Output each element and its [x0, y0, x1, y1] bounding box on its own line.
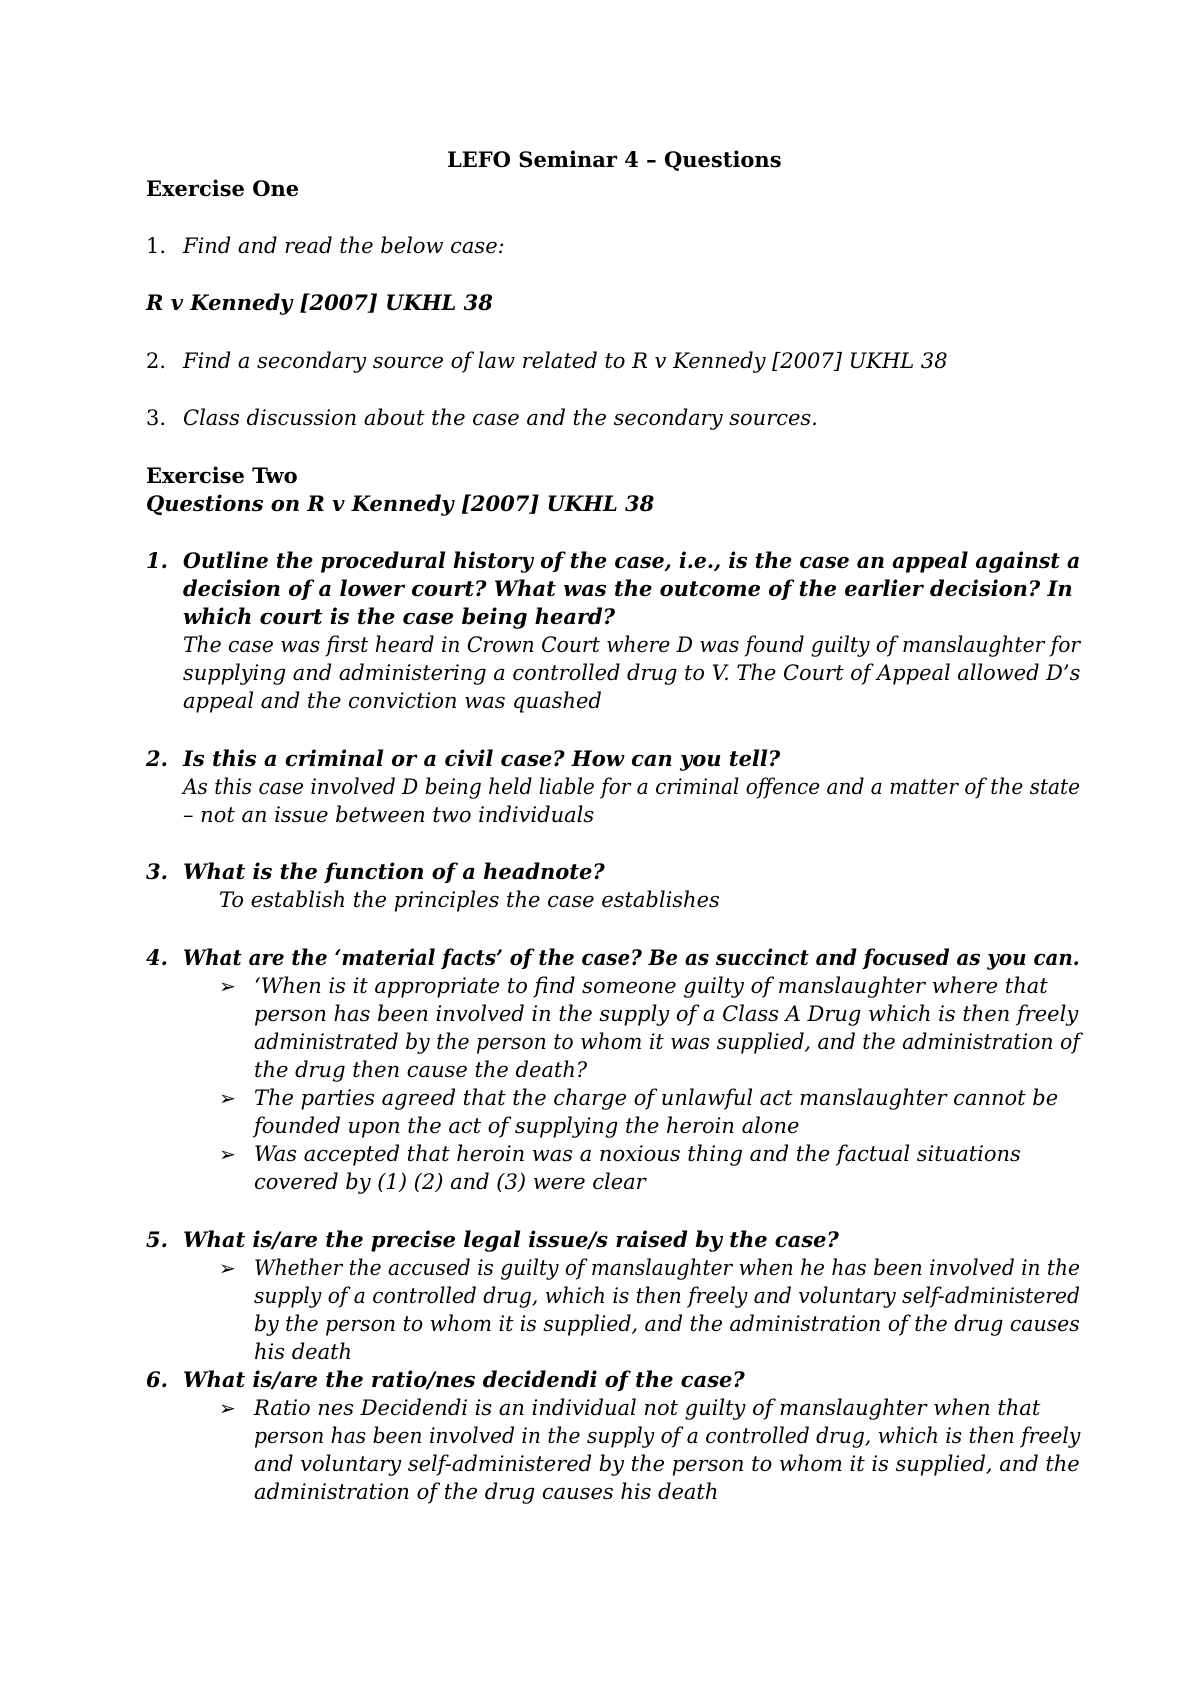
q3-question-line-1: What is the function of a headnote? [183, 859, 605, 884]
q5-bullet-1-line-4: his death [254, 1340, 353, 1364]
q4-bullet-1-line-3: administrated by the person to whom it was supplied, and the administration of [254, 1030, 1080, 1054]
q6-bullet-1-line-4: administration of the drug causes his death [254, 1480, 719, 1504]
q2-answer-line-2: – not an issue between two individuals [183, 803, 595, 827]
arrow-bullet-icon: ➢ [219, 1086, 236, 1110]
q4-bullet-2-line-1: The parties agreed that the charge of unlawful act manslaughter cannot be [254, 1086, 1059, 1110]
exercise-two-heading: Exercise Two [146, 463, 298, 488]
q1-question-line-2: decision of a lower court? What was the outcome of the earlier decision? In [183, 576, 1073, 601]
arrow-bullet-icon: ➢ [219, 1256, 236, 1280]
q2-answer-line-1: As this case involved D being held liable for a criminal offence and a matter of the state [183, 775, 1081, 799]
exercise-two-subheading: Questions on R v Kennedy [2007] UKHL 38 [146, 491, 655, 516]
q4-bullet-3-line-1: Was accepted that heroin was a noxious thing and the factual situations [254, 1142, 1021, 1166]
q3-number: 3. [146, 859, 168, 884]
ex1-item-2-text: Find a secondary source of law related to R v Kennedy [2007] UKHL 38 [183, 349, 948, 373]
page-title: LEFO Seminar 4 – Questions [447, 147, 782, 172]
q6-number: 6. [146, 1367, 168, 1392]
case-citation: R v Kennedy [2007] UKHL 38 [146, 290, 493, 315]
ex1-item-3-text: Class discussion about the case and the secondary sources. [183, 406, 818, 430]
q4-question-line-1: What are the ‘material facts’ of the case? Be as succinct and focused as you can. [183, 945, 1080, 970]
q5-question-line-1: What is/are the precise legal issue/s raised by the case? [183, 1227, 839, 1252]
ex1-item-1-number: 1. [146, 234, 167, 258]
ex1-item-3-number: 3. [146, 406, 167, 430]
arrow-bullet-icon: ➢ [219, 1396, 236, 1420]
q5-bullet-1-line-2: supply of a controlled drug, which is then freely and voluntary self-administered [254, 1284, 1080, 1308]
q2-question-line-1: Is this a criminal or a civil case? How can you tell? [183, 746, 781, 771]
ex1-item-2-number: 2. [146, 349, 167, 373]
q5-bullet-1-line-3: by the person to whom it is supplied, and the administration of the drug causes [254, 1312, 1080, 1336]
q5-bullet-1-line-1: Whether the accused is guilty of manslaughter when he has been involved in the [254, 1256, 1080, 1280]
q4-bullet-2-line-2: founded upon the act of supplying the heroin alone [254, 1114, 800, 1138]
q1-question-line-3: which court is the case being heard? [183, 604, 616, 629]
q6-question-line-1: What is/are the ratio/nes decidendi of the case? [183, 1367, 745, 1392]
q5-number: 5. [146, 1227, 168, 1252]
ex1-item-1-text: Find and read the below case: [183, 234, 505, 258]
exercise-one-heading: Exercise One [146, 176, 300, 201]
q1-number: 1. [146, 548, 168, 573]
q2-number: 2. [146, 746, 168, 771]
q4-bullet-3-line-2: covered by (1) (2) and (3) were clear [254, 1170, 646, 1194]
q6-bullet-1-line-2: person has been involved in the supply of a controlled drug, which is then freely [254, 1424, 1081, 1448]
q1-question-line-1: Outline the procedural history of the case, i.e., is the case an appeal against a [183, 548, 1081, 573]
q3-answer-line-1: To establish the principles the case establishes [219, 888, 720, 912]
q4-bullet-1-line-4: the drug then cause the death? [254, 1058, 588, 1082]
q4-number: 4. [146, 945, 168, 970]
arrow-bullet-icon: ➢ [219, 974, 236, 998]
q4-bullet-1-line-1: ‘When is it appropriate to find someone guilty of manslaughter where that [254, 974, 1048, 998]
q1-answer-line-1: The case was first heard in Crown Court where D was found guilty of manslaughter for [183, 633, 1081, 657]
q1-answer-line-3: appeal and the conviction was quashed [183, 689, 602, 713]
q6-bullet-1-line-3: and voluntary self-administered by the person to whom it is supplied, and the [254, 1452, 1080, 1476]
arrow-bullet-icon: ➢ [219, 1142, 236, 1166]
q6-bullet-1-line-1: Ratio nes Decidendi is an individual not guilty of manslaughter when that [254, 1396, 1041, 1420]
q1-answer-line-2: supplying and administering a controlled drug to V. The Court of Appeal allowed D’s [183, 661, 1081, 685]
q4-bullet-1-line-2: person has been involved in the supply of a Class A Drug which is then freely [254, 1002, 1079, 1026]
